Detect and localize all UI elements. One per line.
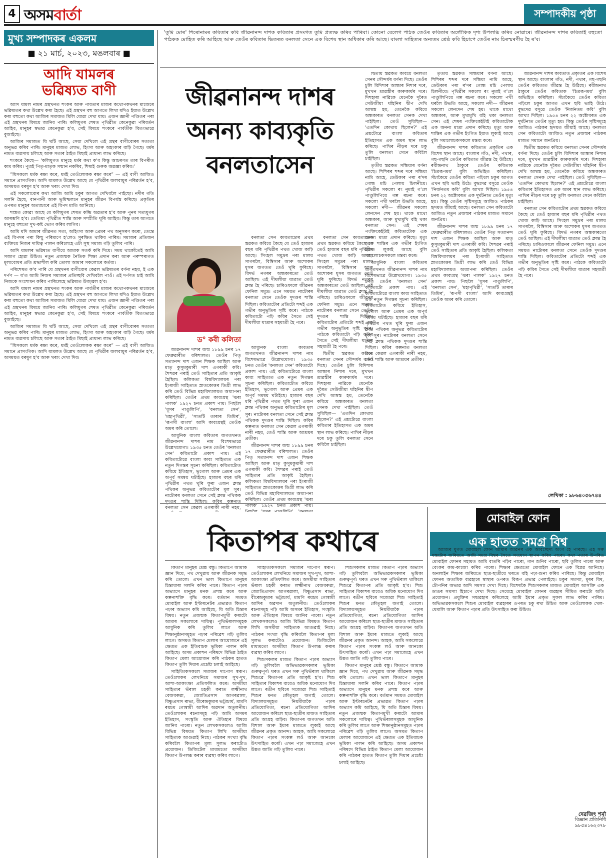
paragraph: কিতাপ মানুহৰ শ্ৰেষ্ঠ বন্ধু। কিতাপে আমাক জ্ঞান দিয়ে, পথ দেখুৱায় আৰু জীৱনক সমৃদ্ধ কৰি তোলে। এখন ভাল কিতাপে মানুহৰ চিন্তাধাৰা সলনি কৰিব পাৰে। কিতাপ পঢ়াৰ অভ্যাসে মানুহৰ মনক প্ৰশস্ত কৰে আৰু কল্পনাশক্তি বৃদ্ধি কৰে। বৰ্তমান সময়ত মোবাইল আৰু ইণ্টাৰনেটৰ প্ৰভাৱত কিতাপ পঢ়াৰ অভ্যাস কমি আহিছে, যি অতি চিন্তাৰ বিষয়। নতুন প্ৰজন্মক কিতাপমুখী কৰাটো আমাৰ সকলোৰে দায়িত্ব। পুথিভঁৰালসমূহক আধুনিক কৰি তুলিব লাগে আৰু শিক্ষানুষ্ঠানসমূহত পঢ়াৰ পৰিৱেশ গঢ়ি তুলিব লাগে। অসমত কিতাপ মেলাৰ আয়োজনে এই ক্ষেত্ৰত এক ইতিবাচক ভূমিকা পালন কৰি আহিছে। অসম প্ৰকাশন পৰিষদে বিভিন্ন ঠাইত কিতাপ মেলা আয়োজন কৰি পাঠকৰ হাতত কিতাপ তুলি দিয়াৰ প্ৰচেষ্টা চলাই আহিছে। xyxy=(339,663,423,766)
newspaper-logo[interactable] xyxy=(24,4,81,29)
paragraph: শিশুসকলৰ মাজত কিতাপ পঢ়াৰ অভ্যাস গঢ়ি তুলিবলৈ অভিভাৱকসকলৰ ভূমিকা গুৰুত্বপূৰ্ণ। ঘৰত এখন সৰু পুথিভঁৰাল থাকিলে শিশুৱে কিতাপৰ প্ৰতি আকৃষ্ট হ'ব। শিশু সাহিত্যৰ বিকাশৰ বাবেও অধিক মনোযোগ দিব লাগে। ৰঙীন ছবিৰে সজোৱা শিশু সাহিত্যই শিশুৰ মনত কৌতূহল জগাই তোলে। বিদ্যালয়সমূহত নিয়মীয়াকৈ পঢ়াৰ প্ৰতিযোগিতা, ৰচনা প্ৰতিযোগিতা আদিৰ আয়োজন কৰিলে ছাত্ৰ-ছাত্ৰীৰ মাজত সাহিত্যৰ প্ৰতি আগ্ৰহ বাঢ়িব। কিতাপৰ জগতখন অতি বিশাল আৰু ইয়াৰ মাজতে লুকাই আছে জীৱনৰ প্ৰকৃত আনন্দ। আহক, আমি সকলোৱে কিতাপ পঢ়াৰ সংকল্প লওঁ আৰু আনকো উৎসাহিত কৰোঁ। এখন পঢ়া সমাজেহে এখন উন্নত জাতি গঢ়ি তুলিব পাৰে। xyxy=(251,657,335,754)
signature-phone: ৯৮৫৪১৬২৩৭৮ xyxy=(574,824,606,829)
paragraph: আধুনিক বাংলা কবিতাৰ জগতখনত জীৱনানন্দ দাশৰ নাম বিশেষভাৱে উল্লেখযোগ্য। ১৯৩৫ চনত তেওঁৰ 'বনলতা সেন' কবিতাটো প্ৰকাশ পায়। এই কবিতাটোৱে বাংলা কাব্য সাহিত্যত এক নতুন দিগন্তৰ সূচনা কৰিছিল। কবিতাটোত কবিয়ে ইতিহাস, ভূগোল আৰু প্ৰেমৰ এক অপূৰ্ব সমন্বয় ঘটাইছে। হাজাৰ বছৰ ধৰি পৃথিৱীৰ পথত ঘূৰি ফুৰা এজন ক্লান্ত পথিকৰ অনুভৱ কবিতাটোৰ মূল সুৰ। নাটোৰৰ বনলতা সেনে সেই ক্লান্ত পথিকক দুদণ্ডৰ শান্তি দিছিল। কবিৰ কল্পনাত বনলতা সেন কেৱল এগৰাকী নাৰী নহয়, তেওঁ শান্তি আৰু আশ্ৰয়ৰ প্ৰতীক। xyxy=(245,346,313,442)
paragraph: আধুনিক বাংলা কবিতাৰ জগতখনত জীৱনানন্দ দাশৰ নাম বিশেষভাৱে উল্লেখযোগ্য। ১৯৩৫ চনত তেওঁৰ 'বনলতা সেন' কবিতাটো প্ৰকাশ পায়। এই কবিতাটোৱে বাংলা কাব্য সাহিত্যত এক নতুন দিগন্তৰ সূচনা কৰিছিল। কবিতাটোত কবিয়ে ইতিহাস, ভূগোল আৰু প্ৰেমৰ এক অপূৰ্ব সমন্বয় ঘটাইছে। হাজাৰ বছৰ ধৰি পৃথিৱীৰ পথত ঘূৰি ফুৰা এজন ক্লান্ত পথিকৰ অনুভৱ কবিতাটোৰ মূল সুৰ। নাটোৰৰ বনলতা সেনে সেই ক্লান্ত পথিকক বনলতা সেন কেৱল এগৰাকী নাৰী নহয়, xyxy=(165,433,241,512)
paragraph: আদি যামল নামৰ গ্ৰন্থখনত শংকৰ আৰু পাৰ্বতীৰ মাজৰ কথোপকথনৰ মাজেৰে ভৱিষ্যতৰ কথা উল্লেখ কৰা হৈছে। এই গ্ৰন্থখন বহু আগতে লিখা যদিও ইয়াত উল্লেখ কৰা বহুতো কথা আজিৰ সমাজত মিলি যোৱা দেখা যায়। এজন জ্ঞানী পণ্ডিতৰ পৰা এই গ্ৰন্থখনৰ বিষয়ে জানিব পাৰি। কলিযুগৰ শেষত পৃথিৱীত কেনেকুৱা পৰিবৰ্তন আহিব, মানুহৰ স্বভাৱ কেনেকুৱা হ'ব, সেই বিষয়ে শংকৰে পাৰ্বতীক বিতংভাৱে বুজাইছে। xyxy=(4,103,154,139)
masthead xyxy=(4,4,606,26)
article-column-1 xyxy=(245,346,313,512)
paragraph: জীৱনানন্দ দাশৰ জন্ম ১৮৯৯ চনৰ ১৭ ফেব্ৰুৱাৰীত বৰিশালত। তেওঁৰ পিতৃ সত্যানন্দ দাশ এজন শিক্ষক আছিল আৰু মাতৃ কুসুমকুমাৰী দাশ এগৰাকী কবি। শৈশৱৰ পৰাই তেওঁ সাহিত্যৰ প্ৰতি আকৃষ্ট হৈছিল। কলিকতা বিশ্ববিদ্যালয়ৰ পৰা ইংৰাজী সাহিত্যত স্নাতকোত্তৰ ডিগ্ৰী লাভ কৰি তেওঁ বিভিন্ন মহাবিদ্যালয়ত অধ্যাপনা কৰিছিল। তেওঁৰ প্ৰথম কাব্যগ্ৰন্থ 'ঝৰা পালক' ১৯২৭ চনত প্ৰকাশ পায়। পিছলৈ 'ধূসৰ পাণ্ডুলিপি', 'বনলতা সেন', 'মহাপৃথিৱী', 'সাতটি তাৰাৰ তিমিৰ', 'ৰূপসী বাংলা' আদি কাব্যগ্ৰন্থই তেওঁক অমৰ কৰি তোলে। xyxy=(431,225,513,303)
article-end-note: লেখিকা : ৯৮৬৪০৫৬৭৪৪ xyxy=(548,493,602,499)
editorial-body xyxy=(4,103,154,862)
headline-line3: বনলতাসেন xyxy=(206,151,314,179)
kitap-column-1 xyxy=(165,566,247,858)
article-column-0 xyxy=(165,348,241,512)
article-column-5 xyxy=(518,72,606,492)
paragraph: এই সকলোবোৰ কথা আজি আমি চকুৰ আগত দেখিবলৈ পাইছো। নদীৰ গতি সলনি হৈছে, বানপানী আৰু ভূমিস্খলনে মানুহৰ জীৱন বিপৰ্যস্ত কৰিছে। প্ৰকৃতিৰ ওপৰত মানুহৰ অত্যাচাৰে এই বিপদ মাতি আনিছে। xyxy=(4,191,154,209)
paragraph: আধুনিক বাংলা কবিতাৰ জগতখনত জীৱনানন্দ দাশৰ নাম বিশেষভাৱে উল্লেখযোগ্য। ১৯৩৫ চনত তেওঁৰ 'বনলতা সেন' কবিতাটো প্ৰকাশ পায়। এই কবিতাটোৱে বাংলা কাব্য সাহিত্যত এক নতুন দিগন্তৰ সূচনা কৰিছিল। কবিতাটোত কবিয়ে ইতিহাস, ভূগোল আৰু প্ৰেমৰ এক অপূৰ্ব সমন্বয় ঘটাইছে। হাজাৰ বছৰ ধৰি পৃথিৱীৰ পথত ঘূৰি ফুৰা এজন ক্লান্ত পথিকৰ অনুভৱ কবিতাটোৰ মূল সুৰ। নাটোৰৰ বনলতা সেনে সেই ক্লান্ত পথিকক দুদণ্ডৰ শান্তি দিছিল। কবিৰ কল্পনাত বনলতা সেন কেৱল এগৰাকী নাৰী নহয়, তেওঁ শান্তি আৰু আশ্ৰয়ৰ প্ৰতীক। xyxy=(365,261,427,364)
article-column-1-top xyxy=(245,236,313,344)
kitap-column-3 xyxy=(339,566,423,858)
paragraph: বনলতা সেন কবিতাটোৰ প্ৰথম স্তৱকত কবিয়ে কৈছে যে তেওঁ হাজাৰ বছৰ ধৰি পৃথিৱীৰ পথত খোজ কাঢ়ি আছে। সিংহল সমুদ্ৰৰ পৰা মালয় সাগৰলৈ, বিম্বিসাৰ আৰু অশোকৰ ধূসৰ জগতত তেওঁ ঘূৰি ফুৰিছে। বিদৰ্ভ নগৰৰ অন্ধকাৰতো তেওঁ আছিল। এই দীঘলীয়া যাত্ৰাত তেওঁ ক্লান্ত হৈ পৰিছে। চাৰিওফালে জীৱনৰ ফেনিল সমুদ্ৰ। এনে সময়ত নাটোৰৰ বনলতা সেনে তেওঁক দুদণ্ডৰ শান্তি দিছিল। কবিতাটোৰ প্ৰতিটো শব্দই এক গভীৰ অনুভূতিৰ সৃষ্টি কৰে। পাঠকে কবিতাটো পঢ়ি কবিৰ সৈতে সেই দীঘলীয়া যাত্ৰাৰ সহযাত্ৰী হৈ পৰে। xyxy=(518,207,606,279)
paragraph: আদি যামলৰ ভৱিষ্যত বাণীয়ে আমাক সতৰ্ক কৰি দিয়ে। সময় থাকোঁতেই আমি সজাগ হোৱা উচিত। নতুন প্ৰজন্মক নৈতিক শিক্ষা প্ৰদান কৰা আৰু পৰম্পৰাগত মূল্যবোধৰ প্ৰতি শ্ৰদ্ধাশীল কৰি তোলা আমাৰ সকলোৰে কৰ্তব্য। xyxy=(4,249,154,267)
paragraph: জীৱনানন্দ দাশৰ কবিতাত প্ৰকৃতিৰ এক বিশেষ স্থান আছে। বাংলাৰ গাঁও, নদী, পথাৰ, গছ-গছনি তেওঁৰ কবিতাত জীৱন্ত হৈ উঠিছে। ৰবীন্দ্ৰনাথ ঠাকুৰে তেওঁৰ কবিতাক 'চিত্ৰৰূপময়' বুলি অভিহিত কৰিছিল। সঁচাকৈয়ে তেওঁৰ কবিতা পঢ়িলে চকুৰ আগত এখন ছবি ভাহি উঠে। বুদ্ধদেৱ বসুৱে তেওঁক 'নিৰ্জনতম কবি' বুলি আখ্যা দিছিল। ১৯৫৪ চনৰ ২২ অক্টোবৰত এক দুৰ্ঘটনাত তেওঁৰ মৃত্যু হয়। কিন্তু তেওঁৰ সৃষ্টিসমূহে আজিও পাঠকৰ হৃদয়ত জীয়াই আছে। বনলতা সেন কবিতাটো আজিও নতুন প্ৰজন্মৰ পাঠকৰ মাজত সমানে জনপ্ৰিয়। xyxy=(431,145,513,224)
publish-date: ■ ২১ মাৰ্চ, ২০২৩, মঙলবাৰ ■ xyxy=(4,46,154,64)
mobile-headline-line1: মোবাইল ফোন xyxy=(476,508,559,531)
editorial-column xyxy=(4,30,154,858)
paragraph: আমি যদি আমাৰ জীৱনত সত্য, অহিংসা আৰু প্ৰেমৰ পথ অনুসৰণ কৰো, তেন্তে এই বিপদৰ পৰা কিছু পৰিমাণে হ'লেও সুৰক্ষিত থাকিব পাৰিম। সমাজৰ প্ৰতিজন ব্যক্তিয়ে নিজৰ দায়িত্ব পালন কৰিলেহে এটা সুস্থ সমাজ গঢ়ি তুলিব পাৰি। xyxy=(4,229,154,248)
paragraph: জীৱনানন্দ দাশৰ জন্ম ১৮৯৯ চনৰ ১৭ ফেব্ৰুৱাৰীত বৰিশালত। তেওঁৰ পিতৃ সত্যানন্দ দাশ এজন শিক্ষক আছিল আৰু মাতৃ কুসুমকুমাৰী দাশ এগৰাকী কবি। শৈশৱৰ পৰাই তেওঁ সাহিত্যৰ প্ৰতি আকৃষ্ট হৈছিল। কলিকতা বিশ্ববিদ্যালয়ৰ পৰা ইংৰাজী সাহিত্যত স্নাতকোত্তৰ ডিগ্ৰী লাভ কৰি তেওঁ বিভিন্ন মহাবিদ্যালয়ত অধ্যাপনা কৰিছিল। তেওঁৰ প্ৰথম কাব্যগ্ৰন্থ 'ঝৰা পালক' ১৯২৭ চনত প্ৰকাশ পায়। পিছলৈ 'ধূসৰ পাণ্ডুলিপি', 'বনলতা সেন', 'মহাপৃথিৱী', 'সাতটি তাৰাৰ তিমিৰ', 'ৰূপসী বাংলা' আদি কাব্যগ্ৰন্থই তেওঁক অমৰ কৰি তোলে। xyxy=(165,348,241,432)
headline-line1: জীৱনানন্দ দাশৰ xyxy=(185,83,335,111)
article-headline xyxy=(160,72,360,232)
paragraph: “যিসকলে ধৰ্মক ৰক্ষা কৰে, ধৰ্মই তেওঁলোকক ৰক্ষা কৰে” — এই বাণী আজিও সমানে প্ৰাসংগিক। আদি যামলত উল্লেখ আছে যে পৃথিৱীৰ জলবায়ুৰ পৰিৱৰ্তন হ'ব, অসময়ত বৰষুণ হ'ব আৰু খৰাং দেখা দিব। xyxy=(4,172,154,190)
article-column-3 xyxy=(365,72,427,512)
section-label: সম্পাদকীয় পৃষ্ঠা xyxy=(524,4,606,24)
kitap-underline xyxy=(165,560,423,561)
paragraph: শিশুসকলৰ মাজত কিতাপ পঢ়াৰ অভ্যাস গঢ়ি তুলিবলৈ অভিভাৱকসকলৰ ভূমিকা গুৰুত্বপূৰ্ণ। ঘৰত এখন সৰু পুথিভঁৰাল থাকিলে শিশুৱে কিতাপৰ প্ৰতি আকৃষ্ট হ'ব। শিশু সাহিত্যৰ বিকাশৰ বাবেও অধিক মনোযোগ দিব লাগে। ৰঙীন ছবিৰে সজোৱা শিশু সাহিত্যই শিশুৰ মনত কৌতূহল জগাই তোলে। বিদ্যালয়সমূহত নিয়মীয়াকৈ পঢ়াৰ প্ৰতিযোগিতা, ৰচনা প্ৰতিযোগিতা আদিৰ আয়োজন কৰিলে ছাত্ৰ-ছাত্ৰীৰ মাজত সাহিত্যৰ প্ৰতি আগ্ৰহ বাঢ়িব। কিতাপৰ জগতখন অতি বিশাল আৰু ইয়াৰ মাজতে লুকাই আছে জীৱনৰ প্ৰকৃত আনন্দ। আহক, আমি সকলোৱে কিতাপ পঢ়াৰ সংকল্প লওঁ আৰু আনকো উৎসাহিত কৰোঁ। এখন পঢ়া সমাজেহে এখন উন্নত জাতি গঢ়ি তুলিব পাৰে। xyxy=(339,566,423,662)
editorial-title xyxy=(4,67,154,99)
editor-label: মুখ্য সম্পাদকৰ একলম xyxy=(4,30,154,46)
column-divider xyxy=(427,507,428,858)
author-name: ড° কবী কলিতা xyxy=(197,336,241,344)
paragraph: জীৱনানন্দ দাশৰ জন্ম ১৮৯৯ চনৰ ১৭ ফেব্ৰুৱাৰীত বৰিশালত। তেওঁৰ পিতৃ সত্যানন্দ দাশ এজন শিক্ষক আছিল আৰু মাতৃ কুসুমকুমাৰী দাশ এগৰাকী কবি। শৈশৱৰ পৰাই তেওঁ সাহিত্যৰ প্ৰতি আকৃষ্ট হৈছিল। কলিকতা বিশ্ববিদ্যালয়ৰ পৰা ইংৰাজী সাহিত্যত স্নাতকোত্তৰ ডিগ্ৰী লাভ কৰি তেওঁ বিভিন্ন মহাবিদ্যালয়ত অধ্যাপনা কৰিছিল। তেওঁৰ প্ৰথম কাব্যগ্ৰন্থ 'ঝৰা পালক' ১৯২৭ চনত প্ৰকাশ পায়। xyxy=(245,443,313,510)
paragraph: “যিসকলে ধৰ্মক ৰক্ষা কৰে, ধৰ্মই তেওঁলোকক ৰক্ষা কৰে” — এই বাণী আজিও সমানে প্ৰাসংগিক। আদি যামলত উল্লেখ আছে যে পৃথিৱীৰ জলবায়ুৰ পৰিৱৰ্তন হ'ব, অসময়ত বৰষুণ হ'ব আৰু খৰাং দেখা দিব। xyxy=(4,343,154,361)
paragraph: তৃতীয় স্তৱকত সন্ধিয়াৰ বৰ্ণনা আছে। শিশিৰৰ শব্দৰ দৰে সন্ধিয়া নামি আহে, ডেউকাৰ পৰা ৰ'দৰ গোন্ধ মচি পেলায় চিলনীয়ে। পৃথিৱীৰ সকলো ৰং নুমাই গ'লে পাণ্ডুলিপিয়ে গল্প ৰচনা কৰে। সকলো পখী ঘৰলৈ উভতি আহে, সকলো নদী— জীৱনৰ সকলো লেনদেন শেষ হয়। থাকে মাথো অন্ধকাৰ, আৰু মুখামুখি বহি থকা বনলতা সেন। এই শেষৰ পংক্তিকেইটাই কবিতাটোক এক অনন্য মাত্ৰা প্ৰদান কৰিছে। মৃত্যু আৰু শান্তিৰ এক গভীৰ ইংগিত ইয়াত লুকাই আছে বুলি সমালোচকসকলে মন্তব্য কৰে। xyxy=(365,163,427,260)
paragraph: তৃতীয় স্তৱকত সন্ধিয়াৰ বৰ্ণনা আছে। শিশিৰৰ শব্দৰ দৰে সন্ধিয়া নামি আহে, ডেউকাৰ পৰা ৰ'দৰ গোন্ধ মচি পেলায় চিলনীয়ে। পৃথিৱীৰ সকলো ৰং নুমাই গ'লে পাণ্ডুলিপিয়ে গল্প ৰচনা কৰে। সকলো পখী ঘৰলৈ উভতি আহে, সকলো নদী— জীৱনৰ সকলো লেনদেন শেষ হয়। থাকে মাথো অন্ধকাৰ, আৰু মুখামুখি বহি থকা বনলতা সেন। এই শেষৰ পংক্তিকেইটাই কবিতাটোক এক অনন্য মাত্ৰা প্ৰদান কৰিছে। মৃত্যু আৰু শান্তিৰ এক গভীৰ ইংগিত ইয়াত লুকাই আছে বুলি সমালোচকসকলে মন্তব্য কৰে। xyxy=(431,72,513,144)
mobile-headline-line2: এক হাতত সমগ্ৰ বিশ্ব xyxy=(430,532,606,556)
editorial-title-line2: ভৱিষ্যত বাণী xyxy=(41,83,117,99)
paragraph: আদি যামল নামৰ গ্ৰন্থখনত শংকৰ আৰু পাৰ্বতীৰ মাজৰ কথোপকথনৰ মাজেৰে ভৱিষ্যতৰ কথা উল্লেখ কৰা হৈছে। এই গ্ৰন্থখন বহু আগতে লিখা যদিও ইয়াত উল্লেখ কৰা বহুতো কথা আজিৰ সমাজত মিলি যোৱা দেখা যায়। এজন জ্ঞানী পণ্ডিতৰ পৰা এই গ্ৰন্থখনৰ বিষয়ে জানিব পাৰি। কলিযুগৰ শেষত পৃথিৱীত কেনেকুৱা পৰিবৰ্তন আহিব, মানুহৰ স্বভাৱ কেনেকুৱা হ'ব, সেই বিষয়ে শংকৰে পাৰ্বতীক বিতংভাৱে বুজাইছে। xyxy=(4,287,154,323)
editorial-title-line1: আদি যামলৰ xyxy=(43,67,115,83)
paragraph: দ্বিতীয় স্তৱকত কবিয়ে বনলতা সেনৰ সৌন্দৰ্যৰ বৰ্ণনা দিছে। তেওঁৰ চুলি বিদিশাৰ আন্ধাৰ নিশাৰ দৰে, মুখখন শ্ৰাৱস্তীৰ কাৰুকাৰ্যৰ দৰে। দিশহাৰা নাৱিকে যেনেকৈ দূৰৈত সেউজীয়া ঘাঁহনিৰ দ্বীপ দেখি আশ্বস্ত হয়, তেনেকৈ কবিয়ে অন্ধকাৰত বনলতা সেনক দেখা পাইছিল। তেওঁ সুধিছিল— 'এতদিন কোথায় ছিলেন?' এই প্ৰশ্নটোৱে বাংলা কবিতাৰ ইতিহাসত এক অমৰ স্থান লাভ কৰিছে। পাখিৰ নীড়ৰ দৰে চকু তুলি বনলতা সেনে কবিলৈ চাইছিল। xyxy=(518,145,606,205)
article-column-4 xyxy=(431,72,513,500)
paragraph: কিতাপ মানুহৰ শ্ৰেষ্ঠ বন্ধু। কিতাপে আমাক জ্ঞান দিয়ে, পথ দেখুৱায় আৰু জীৱনক সমৃদ্ধ কৰি তোলে। এখন ভাল কিতাপে মানুহৰ চিন্তাধাৰা সলনি কৰিব পাৰে। কিতাপ পঢ়াৰ অভ্যাসে মানুহৰ মনক প্ৰশস্ত কৰে আৰু কল্পনাশক্তি বৃদ্ধি কৰে। বৰ্তমান সময়ত মোবাইল আৰু ইণ্টাৰনেটৰ প্ৰভাৱত কিতাপ পঢ়াৰ অভ্যাস কমি আহিছে, যি অতি চিন্তাৰ বিষয়। নতুন প্ৰজন্মক কিতাপমুখী কৰাটো আমাৰ সকলোৰে দায়িত্ব। পুথিভঁৰালসমূহক আধুনিক কৰি তুলিব লাগে আৰু শিক্ষানুষ্ঠানসমূহত পঢ়াৰ পৰিৱেশ গঢ়ি তুলিব লাগে। অসমত কিতাপ মেলাৰ আয়োজনে এই ক্ষেত্ৰত এক ইতিবাচক ভূমিকা পালন কৰি আহিছে। অসম প্ৰকাশন পৰিষদে বিভিন্ন ঠাইত কিতাপ মেলা আয়োজন কৰি পাঠকৰ হাতত কিতাপ তুলি দিয়াৰ প্ৰচেষ্টা চলাই আহিছে। xyxy=(165,566,247,668)
article-intro-area xyxy=(160,30,606,68)
paragraph: বনলতা সেন কবিতাটোৰ প্ৰথম স্তৱকত কবিয়ে কৈছে যে তেওঁ হাজাৰ বছৰ ধৰি পৃথিৱীৰ পথত খোজ কাঢ়ি আছে। সিংহল সমুদ্ৰৰ পৰা মালয় সাগৰলৈ, বিম্বিসাৰ আৰু অশোকৰ ধূসৰ জগতত তেওঁ ঘূৰি ফুৰিছে। বিদৰ্ভ নগৰৰ অন্ধকাৰতো তেওঁ আছিল। এই দীঘলীয়া যাত্ৰাত তেওঁ ক্লান্ত হৈ পৰিছে। চাৰিওফালে জীৱনৰ ফেনিল সমুদ্ৰ। এনে সময়ত নাটোৰৰ বনলতা সেনে তেওঁক দুদণ্ডৰ শান্তি দিছিল। কবিতাটোৰ প্ৰতিটো শব্দই এক গভীৰ অনুভূতিৰ সৃষ্টি কৰে। পাঠকে কবিতাটো পঢ়ি কবিৰ সৈতে সেই দীঘলীয়া যাত্ৰাৰ সহযাত্ৰী হৈ পৰে। xyxy=(317,236,373,350)
paragraph: সাহিত্যিকসকলে সমাজৰ দাপোণ স্বৰূপ। তেওঁলোকৰ লেখনিয়ে সমাজৰ সুখ-দুখ, আশা-আকাংক্ষা প্ৰতিফলিত কৰে। অসমীয়া সাহিত্যৰ ভঁৰাল চহকী কৰাত লক্ষ্মীনাথ বেজবৰুৱা, জ্যোতিপ্ৰসাদ আগৰৱালা, বিষ্ণুপ্ৰসাদ ৰাভা, বীৰেন্দ্ৰকুমাৰ ভট্টাচাৰ্য, মামণি ৰয়চম গোস্বামী আদিৰ অৱদান অতুলনীয়। তেওঁলোকৰ ৰচনাসমূহ পঢ়ি আমি অসমৰ ইতিহাস, সংস্কৃতি আৰু ঐতিহ্যৰ বিষয়ে জানিব পাৰো। নতুন লেখকসকলেও আজি বিভিন্ন বিষয়ত কিতাপ লিখি অসমীয়া সাহিত্যক আগুৱাই নিছে। পাঠকৰ সংখ্যা বৃদ্ধি কৰিবলৈ কিতাপৰ মূল্য সুলভ কৰাটোও প্ৰয়োজন। ডিজিটেল মাধ্যমতো অসমীয়া কিতাপ উপলব্ধ কৰাৰ ব্যৱস্থা কৰিব লাগে। xyxy=(165,669,247,760)
paragraph: শাস্ত্ৰত কোৱা আছে যে কলিযুগৰ শেষত কল্কি অৱতাৰ হ'ব আৰু পুনৰ সত্যযুগৰ আৰম্ভণি হ'ব। তেতিয়া পৃথিৱীত শান্তি আৰু সম্প্ৰীতি ঘূৰি আহিব। কিন্তু তাৰ আগতে মানুহে বহুতো দুখ-কষ্ট ভোগ কৰিব লাগিব। xyxy=(4,210,154,228)
paragraph: দ্বিতীয় স্তৱকত কবিয়ে বনলতা সেনৰ সৌন্দৰ্যৰ বৰ্ণনা দিছে। তেওঁৰ চুলি বিদিশাৰ আন্ধাৰ নিশাৰ দৰে, মুখখন শ্ৰাৱস্তীৰ কাৰুকাৰ্যৰ দৰে। দিশহাৰা নাৱিকে যেনেকৈ দূৰৈত সেউজীয়া ঘাঁহনিৰ দ্বীপ দেখি আশ্বস্ত হয়, তেনেকৈ কবিয়ে অন্ধকাৰত বনলতা সেনক দেখা পাইছিল। তেওঁ সুধিছিল— 'এতদিন কোথায় ছিলেন?' এই প্ৰশ্নটোৱে বাংলা কবিতাৰ ইতিহাসত এক অমৰ স্থান লাভ কৰিছে। পাখিৰ নীড়ৰ দৰে চকু তুলি বনলতা সেনে কবিলৈ চাইছিল। xyxy=(317,351,373,448)
column-divider xyxy=(157,30,158,858)
article-intro: 'তুমি মোৰ' শিৰোনামৰ কবিতাৰ কবি জীৱনানন্দ দাশক কবিতাৰ প্ৰসংগত তুমি প্ৰত্যক্ষ কৰিব পাৰিবা। কোনো বেলেগ পাঠক তেওঁৰ কবিতাৰ অলৌকিক দৃশ্য উপলব্ধি কৰিব নোৱাৰে। জীৱনানন্দ দাশৰ কবিতাই বহুতো পাঠকক মোহিত কৰি আহিছে আৰু তেওঁৰ কবিতাৰ ভিতৰত বনলতা সেনে এক বিশেষ স্থান অধিকাৰ কৰি আছে। বাংলা সাহিত্যৰ অন্যতম শ্ৰেষ্ঠ কবি হিচাপে তেওঁৰ নাম চিৰস্মৰণীয় হৈ ৰ'ব। xyxy=(160,30,606,68)
author-photo xyxy=(165,246,241,332)
mobile-signature xyxy=(575,812,606,830)
paragraph: শংকৰে কৈছে— 'কলিযুগত মানুহে ধৰ্মৰ কথা ক'ব কিন্তু আচৰণত তাৰ বিপৰীত কাম কৰিব। পুত্ৰই পিতৃ-মাতৃক সন্মান নকৰিব, শিষ্যই গুৰুক অৱজ্ঞা কৰিব।' xyxy=(4,159,154,171)
section-divider xyxy=(160,503,606,504)
paragraph: সাহিত্যিকসকলে সমাজৰ দাপোণ স্বৰূপ। তেওঁলোকৰ লেখনিয়ে সমাজৰ সুখ-দুখ, আশা-আকাংক্ষা প্ৰতিফলিত কৰে। অসমীয়া সাহিত্যৰ ভঁৰাল চহকী কৰাত লক্ষ্মীনাথ বেজবৰুৱা, জ্যোতিপ্ৰসাদ আগৰৱালা, বিষ্ণুপ্ৰসাদ ৰাভা, বীৰেন্দ্ৰকুমাৰ ভট্টাচাৰ্য, মামণি ৰয়চম গোস্বামী আদিৰ অৱদান অতুলনীয়। তেওঁলোকৰ ৰচনাসমূহ পঢ়ি আমি অসমৰ ইতিহাস, সংস্কৃতি আৰু ঐতিহ্যৰ বিষয়ে জানিব পাৰো। নতুন লেখকসকলেও আজি বিভিন্ন বিষয়ত কিতাপ লিখি অসমীয়া সাহিত্যক আগুৱাই নিছে। পাঠকৰ সংখ্যা বৃদ্ধি কৰিবলৈ কিতাপৰ মূল্য সুলভ কৰাটোও প্ৰয়োজন। ডিজিটেল মাধ্যমতো অসমীয়া কিতাপ উপলব্ধ কৰাৰ ব্যৱস্থা কৰিব লাগে। xyxy=(251,566,335,656)
paragraph: পৰিশেষত ক'ব পাৰি যে গ্ৰন্থখনৰ বাণীবোৰ কেৱল ভৱিষ্যতৰ বৰ্ণনা নহয়, ই এক দৰ্পণ — য'ত আমি নিজৰ সমাজৰ প্ৰতিচ্ছবি দেখিবলৈ পাওঁ। এই দৰ্পণত চাই আমি নিজকে সংশোধন কৰিব পাৰিলেহে ভৱিষ্যত উজ্জ্বল হ'ব। xyxy=(4,268,154,286)
mobile-body xyxy=(432,548,604,804)
paragraph: আজিৰ সমাজত যি ঘটি আছে, সেয়া দেখিলে এই গ্ৰন্থৰ বাণীবোৰৰ সত্যতা অনুভৱ কৰিব পাৰি। মানুহৰ মাজত লোভ, হিংসা আৰু অহংকাৰ বাঢ়ি গৈছে। ধৰ্মৰ নামত ব্যৱসায় চলিছে আৰু সত্যৰ ঠাইত মিছাই প্ৰাধান্য লাভ কৰিছে। xyxy=(4,324,154,342)
paragraph: দ্বিতীয় স্তৱকত কবিয়ে বনলতা সেনৰ সৌন্দৰ্যৰ বৰ্ণনা দিছে। তেওঁৰ চুলি বিদিশাৰ আন্ধাৰ নিশাৰ দৰে, মুখখন শ্ৰাৱস্তীৰ কাৰুকাৰ্যৰ দৰে। দিশহাৰা নাৱিকে যেনেকৈ দূৰৈত সেউজীয়া ঘাঁহনিৰ দ্বীপ দেখি আশ্বস্ত হয়, তেনেকৈ কবিয়ে অন্ধকাৰত বনলতা সেনক দেখা পাইছিল। তেওঁ সুধিছিল— 'এতদিন কোথায় ছিলেন?' এই প্ৰশ্নটোৱে বাংলা কবিতাৰ ইতিহাসত এক অমৰ স্থান লাভ কৰিছে। পাখিৰ নীড়ৰ দৰে চকু তুলি বনলতা সেনে কবিলৈ চাইছিল। xyxy=(365,72,427,162)
logo-part-a: অসম xyxy=(24,6,54,24)
signature-name: দেৱজিৎ শৰ্মা xyxy=(578,812,606,818)
page-number: 4 xyxy=(4,5,20,23)
paragraph: আজিৰ সমাজত যি ঘটি আছে, সেয়া দেখিলে এই গ্ৰন্থৰ বাণীবোৰৰ সত্যতা অনুভৱ কৰিব পাৰি। মানুহৰ মাজত লোভ, হিংসা আৰু অহংকাৰ বাঢ়ি গৈছে। ধৰ্মৰ নামত ব্যৱসায় চলিছে আৰু সত্যৰ ঠাইত মিছাই প্ৰাধান্য লাভ কৰিছে। xyxy=(4,140,154,158)
paragraph: জীৱনানন্দ দাশৰ কবিতাত প্ৰকৃতিৰ এক বিশেষ স্থান আছে। বাংলাৰ গাঁও, নদী, পথাৰ, গছ-গছনি তেওঁৰ কবিতাত জীৱন্ত হৈ উঠিছে। ৰবীন্দ্ৰনাথ ঠাকুৰে তেওঁৰ কবিতাক 'চিত্ৰৰূপময়' বুলি অভিহিত কৰিছিল। সঁচাকৈয়ে তেওঁৰ কবিতা পঢ়িলে চকুৰ আগত এখন ছবি ভাহি উঠে। বুদ্ধদেৱ বসুৱে তেওঁক 'নিৰ্জনতম কবি' বুলি আখ্যা দিছিল। ১৯৫৪ চনৰ ২২ অক্টোবৰত এক দুৰ্ঘটনাত তেওঁৰ মৃত্যু হয়। কিন্তু তেওঁৰ সৃষ্টিসমূহে আজিও পাঠকৰ হৃদয়ত জীয়াই আছে। বনলতা সেন কবিতাটো আজিও নতুন প্ৰজন্মৰ পাঠকৰ মাজত সমানে জনপ্ৰিয়। xyxy=(518,72,606,144)
logo-part-b: বাৰ্তা xyxy=(53,6,82,24)
kitap-column-2 xyxy=(251,566,335,858)
kitap-headline: কিতাপৰ কথাৰে xyxy=(207,525,378,558)
paragraph: বনলতা সেন কবিতাটোৰ প্ৰথম স্তৱকত কবিয়ে কৈছে যে তেওঁ হাজাৰ বছৰ ধৰি পৃথিৱীৰ পথত খোজ কাঢ়ি আছে। সিংহল সমুদ্ৰৰ পৰা মালয় সাগৰলৈ, বিম্বিসাৰ আৰু অশোকৰ ধূসৰ জগতত তেওঁ ঘূৰি ফুৰিছে। বিদৰ্ভ নগৰৰ অন্ধকাৰতো তেওঁ আছিল। এই দীঘলীয়া যাত্ৰাত তেওঁ ক্লান্ত হৈ পৰিছে। চাৰিওফালে জীৱনৰ ফেনিল সমুদ্ৰ। এনে সময়ত নাটোৰৰ বনলতা সেনে তেওঁক দুদণ্ডৰ শান্তি দিছিল। কবিতাটোৰ প্ৰতিটো শব্দই এক গভীৰ অনুভূতিৰ সৃষ্টি কৰে। পাঠকে কবিতাটো পঢ়ি কবিৰ সৈতে সেই দীঘলীয়া যাত্ৰাৰ সহযাত্ৰী হৈ পৰে। xyxy=(245,236,313,326)
paragraph: আজিৰ যুগত মোবাইল ফোন আমাৰ জীৱনৰ এক অবিচ্ছেদ্য অংগ হৈ পৰিছে। এই সৰু যন্ত্ৰটোৰ জৰিয়তে আমি সমগ্ৰ বিশ্বৰ সৈতে সংযোগ স্থাপন কৰিব পাৰো। কথা পতাৰ উপৰিও মোবাইল ফোনৰ সহায়ত আমি বাতৰি পঢ়িব পাৰো, গান শুনিব পাৰো, ছবি তুলিব পাৰো আৰু বেংকৰ কাম-কাজো কৰিব পাৰো। শিক্ষাৰ ক্ষেত্ৰতো মোবাইল ফোনে এক বিপ্লৱ আনিছে। অনলাইন শিক্ষাৰ জৰিয়তে ছাত্ৰ-ছাত্ৰীয়ে ঘৰতে বহি পঢ়া-শুনা কৰিব পাৰিছে। কিন্তু মোবাইল ফোনৰ অত্যধিক ব্যৱহাৰে স্বাস্থ্যৰ ওপৰত বিৰূপ প্ৰভাৱ পেলাইছে। চকুৰ সমস্যা, মূৰৰ বিষ, টোপনিৰ অভাৱ আদি সমস্যা দেখা দিছে। বিশেষকৈ শিশুসকলৰ মাজত মোবাইল আসক্তি এক ডাঙৰ সমস্যা হিচাপে দেখা দিছে। সেয়েহে মোবাইল ফোনৰ ব্যৱহাৰ সীমিত কৰাটো অতি প্ৰয়োজন। প্ৰযুক্তিৰ সদ্ব্যৱহাৰ কৰিলেহে আমি ইয়াৰ প্ৰকৃত সুফল লাভ কৰিব পাৰিম। অভিভাৱকসকলে শিশুৰ মোবাইল ব্যৱহাৰৰ ওপৰত চকু ৰখা উচিত আৰু তেওঁলোকক খেল-ধেমালি আৰু কিতাপ পঢ়াৰ প্ৰতি উৎসাহিত কৰা উচিত। xyxy=(432,548,604,614)
headline-line2: অনন্য কাব্যকৃতি xyxy=(186,117,334,145)
signature-place: বিজ্ঞান প্ৰতিনিধি xyxy=(574,818,606,823)
